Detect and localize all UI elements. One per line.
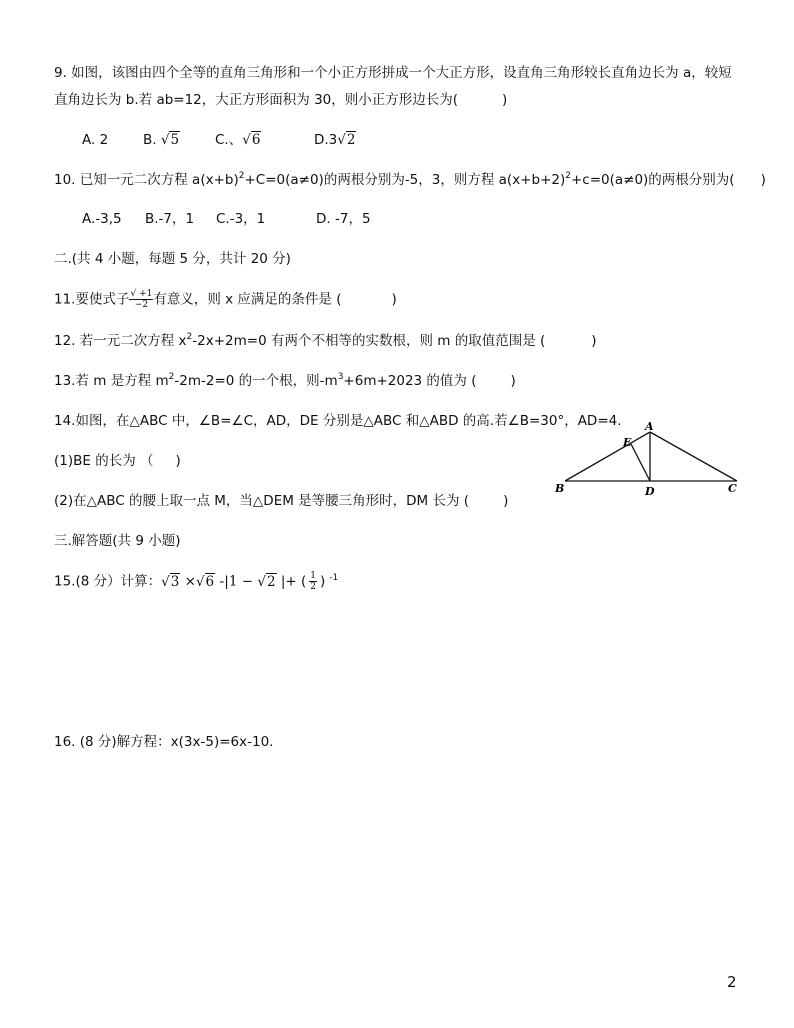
- q9-line2-text: 直角边长为 b.若 ab=12，大正方形面积为 30，则小正方形边长为(: [54, 92, 459, 108]
- q10-option-b: B.-7，1: [145, 211, 195, 227]
- q9-line1: 9. 如图，该图由四个全等的直角三角形和一个小正方形拼成一个大正方形，设直角三角形较长直角边长为 a，较短: [54, 65, 732, 81]
- q15-minus: -|: [215, 573, 229, 590]
- q10-option-c: C.-3，1: [216, 211, 266, 227]
- q10-option-d: D. -7，5: [316, 211, 371, 227]
- q15-frac-den: 2: [310, 582, 316, 592]
- q13-text-a: 13.若 m 是方程 m: [54, 373, 169, 389]
- q10-close-paren: ): [760, 172, 766, 188]
- q16-text: 16. (8 分)解方程：x(3x-5)=6x-10.: [54, 734, 274, 750]
- q15-radicand-2: 6: [205, 573, 215, 590]
- q15-fraction: [309, 571, 317, 592]
- q11-fraction: [129, 289, 153, 310]
- q11-text-a: 11.要使式子: [54, 291, 130, 308]
- q15-sqrt-2: √6: [195, 573, 215, 590]
- q9-close-paren: ): [502, 92, 508, 108]
- q15-radicand-1: 3: [170, 573, 180, 590]
- q14-sub1-text: (1)BE 的长为 （: [54, 453, 154, 469]
- q10-text: [54, 170, 766, 190]
- q15-inner: 1 −: [228, 573, 258, 590]
- q9-option-a-label: A. 2: [82, 132, 109, 148]
- q11-text: [54, 289, 397, 310]
- label-e: E: [623, 436, 632, 449]
- q9-option-c: [215, 130, 261, 150]
- q13-sup1: 2: [168, 372, 175, 382]
- q10-sup1: 2: [238, 171, 245, 181]
- q14-sub2-close: ): [503, 493, 509, 509]
- q9-option-b-label: B.: [143, 132, 161, 148]
- q13-text-b: -2m-2=0 的一个根，则-m: [174, 373, 338, 389]
- q14-sub2: [54, 491, 508, 511]
- q15-close: ): [320, 573, 326, 590]
- label-b: B: [555, 482, 565, 495]
- q13-text-c: +6m+2023 的值为 (: [343, 373, 477, 389]
- q12-text-b: -2x+2m=0 有两个不相等的实数根，则 m 的取值范围是 (: [192, 333, 546, 349]
- q13-text: [54, 371, 516, 391]
- q10-sup2: 2: [565, 171, 571, 181]
- q15-text: [54, 571, 338, 592]
- q9-option-a: [82, 130, 108, 150]
- q11-text-b: 有意义，则 x 应满足的条件是 (: [153, 291, 342, 308]
- q10-text-a: 10. 已知一元二次方程 a(x+b): [54, 172, 239, 188]
- q15-radicand-3: 2: [266, 573, 276, 590]
- q10-option-a: A.-3,5: [82, 211, 122, 227]
- q15-inner-close: |+ (: [276, 573, 307, 590]
- q9-line2: [54, 90, 507, 110]
- q13-close-paren: ): [510, 373, 516, 389]
- q10-text-c: +c=0(a≠0)的两根分别为(: [570, 172, 735, 188]
- section-2-heading: 二.(共 4 小题，每题 5 分，共计 20 分): [54, 251, 291, 267]
- q13-sup2: 3: [337, 372, 344, 382]
- section-3-heading: 三.解答题(共 9 小题): [54, 533, 181, 549]
- q12-close-paren: ): [591, 333, 597, 349]
- q15-sqrt-3: √2: [257, 573, 276, 590]
- q12-text-a: 12. 若一元二次方程 x: [54, 333, 187, 349]
- q11-frac-num: √ +1: [130, 289, 153, 299]
- segment-ac: [650, 432, 737, 481]
- q15-frac-num: 1: [310, 571, 316, 581]
- q9-option-c-sqrt: √6: [242, 132, 261, 148]
- q9-option-d-sqrt: √2: [337, 132, 356, 148]
- q12-text: [54, 331, 597, 351]
- q9-option-d-label: D.3: [314, 132, 338, 148]
- q14-line: 14.如图，在△ABC 中，∠B=∠C，AD，DE 分别是△ABC 和△ABD 的高.若∠B=30°，AD=4.: [54, 413, 622, 429]
- segment-de: [631, 444, 650, 481]
- q9-option-d-radicand: 2: [346, 132, 356, 148]
- label-d: D: [645, 485, 655, 498]
- q14-sub1: [54, 451, 181, 471]
- q9-option-c-label: C.、: [215, 132, 243, 148]
- q9-option-b-sqrt: √5: [160, 132, 180, 148]
- page-number: 2: [727, 973, 737, 991]
- q14-sub2-text: (2)在△ABC 的腰上取一点 M，当△DEM 是等腰三角形时，DM 长为 (: [54, 493, 470, 509]
- q9-option-b-radicand: 5: [170, 132, 180, 148]
- q11-close-paren: ): [391, 291, 397, 308]
- q15-sqrt-1: √3: [161, 573, 180, 590]
- q9-option-b: [143, 130, 180, 150]
- q9-option-c-radicand: 6: [251, 132, 261, 148]
- q11-frac-den: −2: [134, 300, 149, 310]
- q12-sup: 2: [186, 332, 193, 342]
- q15-times: ×: [180, 573, 196, 590]
- q14-sub1-close: ): [175, 453, 181, 469]
- q15-exponent: -1: [329, 572, 339, 583]
- q10-text-b: +C=0(a≠0)的两根分别为-5，3，则方程 a(x+b+2): [244, 172, 566, 188]
- q9-option-d: [314, 130, 356, 150]
- q15-prefix: 15.(8 分）计算：: [54, 573, 162, 590]
- label-a: A: [645, 420, 654, 433]
- triangle-figure: [525, 420, 750, 505]
- label-c: C: [728, 482, 737, 495]
